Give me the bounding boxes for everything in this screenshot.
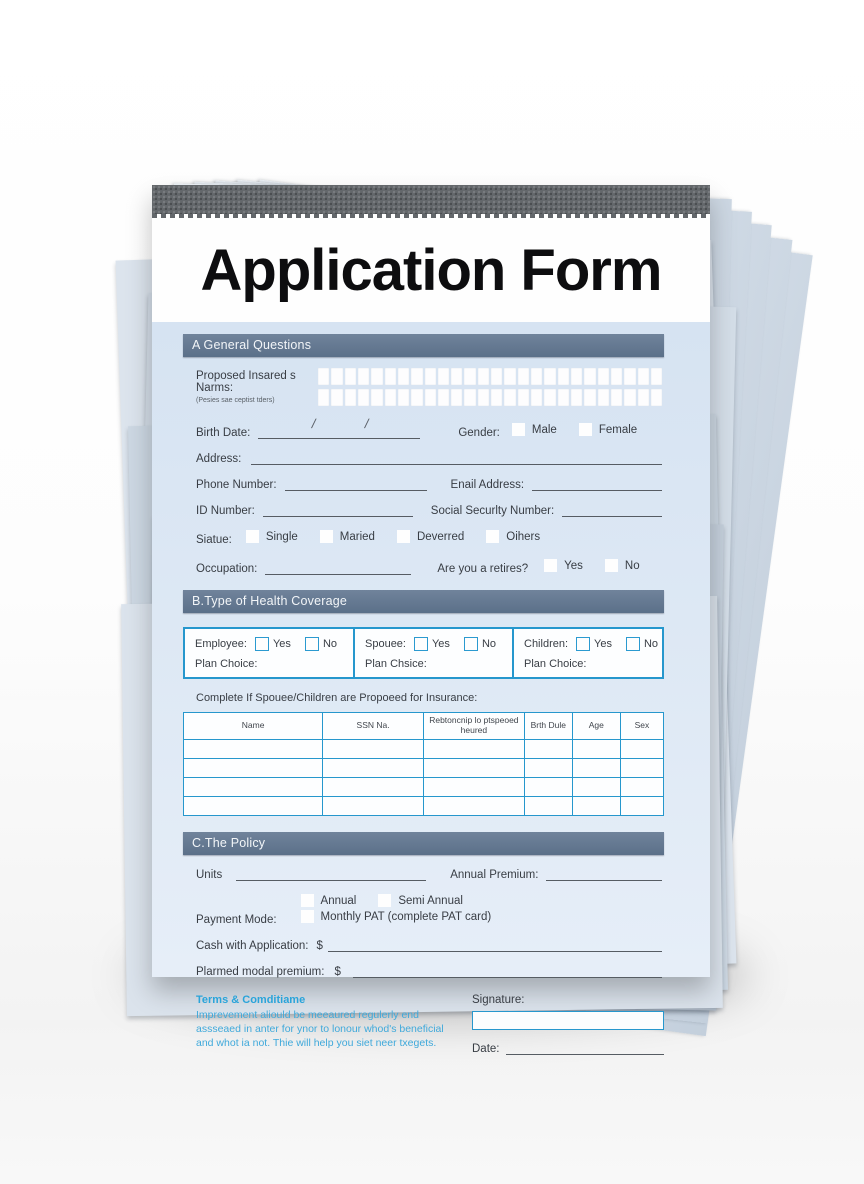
date-label: Date: xyxy=(472,1043,500,1055)
units-line[interactable] xyxy=(236,868,426,881)
name-char-cell[interactable] xyxy=(571,368,582,385)
name-char-cell[interactable] xyxy=(411,368,422,385)
employee-no-checkbox[interactable] xyxy=(305,637,319,651)
name-char-cell[interactable] xyxy=(624,368,635,385)
dependents-table-cell[interactable] xyxy=(524,740,572,759)
name-char-cell[interactable] xyxy=(491,389,502,406)
dependents-table-cell[interactable] xyxy=(524,759,572,778)
occupation-line[interactable] xyxy=(265,562,411,575)
insured-name-block xyxy=(183,368,664,410)
planned-premium-row xyxy=(183,965,664,978)
status-oihers-label: Oihers xyxy=(506,530,541,543)
name-char-cell[interactable] xyxy=(398,389,409,406)
insured-name-grid xyxy=(318,368,662,410)
dependents-table-cell[interactable] xyxy=(423,797,524,816)
name-char-cell[interactable] xyxy=(385,389,396,406)
planned-premium-line[interactable] xyxy=(353,965,662,978)
email-line[interactable] xyxy=(532,478,662,491)
application-form-sheet xyxy=(152,185,710,1055)
name-char-cell[interactable] xyxy=(638,368,649,385)
annual-premium-line[interactable] xyxy=(546,868,662,881)
name-char-cell[interactable] xyxy=(571,389,582,406)
employee-no-label: No xyxy=(322,638,337,650)
name-char-cell[interactable] xyxy=(438,368,449,385)
dependents-header-rebtoncnip-lo-ptspeo: Rebtoncnip lo ptspeoed heured xyxy=(423,713,524,740)
dependents-header-brth-dule: Brth Dule xyxy=(524,713,572,740)
section-c-header: C.The Policy xyxy=(183,832,664,855)
birth-date-line[interactable] xyxy=(258,416,420,439)
name-char-cell[interactable] xyxy=(411,389,422,406)
name-char-cell[interactable] xyxy=(451,389,462,406)
name-char-cell[interactable] xyxy=(531,368,542,385)
dependents-table-cell[interactable] xyxy=(323,778,424,797)
dependents-table-cell[interactable] xyxy=(323,759,424,778)
status-label: Siatue: xyxy=(196,534,232,546)
dependents-table-row xyxy=(184,778,664,797)
dependents-table-cell[interactable] xyxy=(323,797,424,816)
status-maried-checkbox[interactable] xyxy=(320,530,333,543)
status-deverred-label: Deverred xyxy=(416,530,465,543)
title-band xyxy=(152,218,710,322)
dependents-table-cell[interactable] xyxy=(423,740,524,759)
notepad-binding-strip xyxy=(152,185,710,214)
gender-option-male xyxy=(512,423,557,436)
bottom-zone xyxy=(183,994,664,1055)
name-char-cell[interactable] xyxy=(504,368,515,385)
dependents-table-cell[interactable] xyxy=(620,740,663,759)
name-char-cell[interactable] xyxy=(358,368,369,385)
gender-female-checkbox[interactable] xyxy=(579,423,592,436)
terms-body: Imprevement aliould be meeaured regulerly end assseaed in anter for ynor to lonour whod's beneficial and whot ia not. Thie will help you siet neer txegets. xyxy=(196,1009,444,1049)
children-plan-choice-label: Plan Choice: xyxy=(524,658,587,670)
gender-option-female xyxy=(579,423,637,436)
payment-semi-annual-checkbox[interactable] xyxy=(378,894,391,907)
children-yes-label: Yes xyxy=(594,638,612,650)
name-char-cell[interactable] xyxy=(398,368,409,385)
children-yes-checkbox[interactable] xyxy=(576,637,590,651)
name-char-cell[interactable] xyxy=(425,389,436,406)
dependents-table-cell[interactable] xyxy=(323,740,424,759)
spouee-label: Spouee: xyxy=(365,638,406,650)
name-char-cell[interactable] xyxy=(638,389,649,406)
date-slash: / xyxy=(363,416,371,431)
address-line[interactable] xyxy=(251,452,662,465)
planned-currency: $ xyxy=(334,966,341,978)
signature-block xyxy=(472,994,664,1055)
units-premium-row xyxy=(183,868,664,881)
name-char-cell[interactable] xyxy=(358,389,369,406)
gender-label: Gender: xyxy=(458,427,500,439)
ssn-label: Social Securlty Number: xyxy=(430,505,555,517)
payment-annual-label: Annual xyxy=(320,894,357,907)
id-ssn-row xyxy=(183,504,664,517)
coverage-box-top-employee xyxy=(195,637,343,651)
name-char-cell[interactable] xyxy=(611,368,622,385)
coverage-box-spouee xyxy=(355,629,514,677)
retiree-no-checkbox[interactable] xyxy=(605,559,618,572)
payment-semi-annual-label: Semi Annual xyxy=(398,894,463,907)
coverage-box-top-spouee xyxy=(365,637,502,651)
cash-currency: $ xyxy=(316,940,323,952)
children-label: Children: xyxy=(524,638,569,650)
status-option-single xyxy=(246,530,298,543)
retiree-question-label: Are you a retires? xyxy=(437,563,529,575)
name-char-cell[interactable] xyxy=(651,389,662,406)
status-option-oihers xyxy=(486,530,540,543)
payment-option-annual xyxy=(301,894,357,907)
name-char-cell[interactable] xyxy=(478,389,489,406)
name-char-cell[interactable] xyxy=(425,368,436,385)
address-row xyxy=(183,452,664,465)
name-char-cell[interactable] xyxy=(331,389,342,406)
name-char-cell[interactable] xyxy=(558,368,569,385)
dependents-header-age: Age xyxy=(572,713,620,740)
retiree-yes-checkbox[interactable] xyxy=(544,559,557,572)
status-option-maried xyxy=(320,530,375,543)
date-line[interactable] xyxy=(506,1042,665,1055)
name-char-cell[interactable] xyxy=(318,389,329,406)
insured-name-labels xyxy=(196,368,318,410)
form-body xyxy=(152,322,710,1055)
retiree-no-label: No xyxy=(624,559,640,572)
name-char-cell[interactable] xyxy=(371,368,382,385)
employee-label: Employee: xyxy=(195,638,247,650)
name-char-cell[interactable] xyxy=(345,389,356,406)
name-char-cell[interactable] xyxy=(438,389,449,406)
birth-date-label: Birth Date: xyxy=(196,427,251,439)
payment-annual-checkbox[interactable] xyxy=(301,894,314,907)
annual-premium-label: Annual Premium: xyxy=(450,869,539,881)
payment-option-semi-annual xyxy=(378,894,463,907)
section-a-header: A General Questions xyxy=(183,334,664,357)
terms-block xyxy=(183,994,461,1055)
date-slash: / xyxy=(310,416,318,431)
payment-monthly-pat-complete-pat-card-checkbox[interactable] xyxy=(301,910,314,923)
dependents-table-header-row xyxy=(184,713,664,740)
dependents-header-name: Name xyxy=(184,713,323,740)
signature-label: Signature: xyxy=(472,994,525,1006)
planned-premium-label: Plarmed modal premium: xyxy=(196,966,325,978)
dependents-table-cell[interactable] xyxy=(572,778,620,797)
name-char-cell[interactable] xyxy=(558,389,569,406)
spouee-yes-label: Yes xyxy=(431,638,450,650)
name-char-cell[interactable] xyxy=(518,368,529,385)
status-oihers-checkbox[interactable] xyxy=(486,530,499,543)
dependents-table-cell[interactable] xyxy=(620,778,663,797)
name-char-cell[interactable] xyxy=(531,389,542,406)
employee-plan-choice-label: Plan Choice: xyxy=(195,658,258,670)
name-char-cell[interactable] xyxy=(544,389,555,406)
name-char-cell[interactable] xyxy=(451,368,462,385)
dependents-table xyxy=(183,712,664,816)
retiree-options xyxy=(544,559,661,575)
dependents-header-ssn-na: SSN Na. xyxy=(323,713,424,740)
name-char-cell[interactable] xyxy=(345,368,356,385)
dependents-table-cell[interactable] xyxy=(524,797,572,816)
name-char-cell[interactable] xyxy=(624,389,635,406)
name-char-cell[interactable] xyxy=(611,389,622,406)
page-title: Application Form xyxy=(200,237,662,303)
name-char-cell[interactable] xyxy=(584,368,595,385)
name-char-cell[interactable] xyxy=(478,368,489,385)
dependents-table-intro: Complete If Spouee/Children are Propoeed for Insurance: xyxy=(196,692,478,704)
status-single-label: Single xyxy=(265,530,298,543)
section-b-header: B.Type of Health Coverage xyxy=(183,590,664,613)
retiree-yes-label: Yes xyxy=(564,559,583,572)
spouee-plan-choice-label: Plan Chsice: xyxy=(365,658,427,670)
dependents-table-cell[interactable] xyxy=(572,740,620,759)
payment-monthly-pat-complete-pat-card-label: Monthly PAT (complete PAT card) xyxy=(320,910,492,923)
spouee-no-label: No xyxy=(481,638,496,650)
name-char-cell[interactable] xyxy=(385,368,396,385)
occupation-label: Occupation: xyxy=(196,563,258,575)
name-char-cell[interactable] xyxy=(544,368,555,385)
payment-option-monthly-pat-complete-pat-card xyxy=(301,910,492,923)
gender-male-checkbox[interactable] xyxy=(512,423,525,436)
name-char-cell[interactable] xyxy=(598,389,609,406)
cash-line[interactable] xyxy=(328,939,662,952)
coverage-box-children xyxy=(514,629,674,677)
phone-label: Phone Number: xyxy=(196,479,277,491)
status-option-deverred xyxy=(397,530,464,543)
name-char-cell[interactable] xyxy=(584,389,595,406)
retiree-option-yes xyxy=(544,559,583,572)
name-char-cell[interactable] xyxy=(464,389,475,406)
birth-gender-row xyxy=(183,416,664,439)
dependents-header-sex: Sex xyxy=(620,713,663,740)
coverage-boxes xyxy=(183,627,664,679)
gender-male-label: Male xyxy=(531,423,557,436)
address-label: Address: xyxy=(196,453,242,465)
name-char-cell[interactable] xyxy=(518,389,529,406)
terms-title: Terms & Comditiame xyxy=(196,994,306,1006)
status-options xyxy=(246,530,562,546)
dependents-table-cell[interactable] xyxy=(620,759,663,778)
coverage-box-top-children xyxy=(524,637,664,651)
dependents-table-row xyxy=(184,797,664,816)
dependents-table-cell[interactable] xyxy=(184,778,323,797)
employee-yes-checkbox[interactable] xyxy=(255,637,269,651)
name-char-cell[interactable] xyxy=(651,368,662,385)
ssn-line[interactable] xyxy=(562,504,662,517)
spouee-no-checkbox[interactable] xyxy=(464,637,478,651)
name-char-cell[interactable] xyxy=(331,368,342,385)
status-deverred-checkbox[interactable] xyxy=(397,530,410,543)
status-row xyxy=(183,530,664,546)
dependents-table-cell[interactable] xyxy=(184,797,323,816)
name-char-cell[interactable] xyxy=(598,368,609,385)
gender-options xyxy=(512,423,659,439)
dependents-table-row xyxy=(184,759,664,778)
name-char-cell[interactable] xyxy=(464,368,475,385)
payment-mode-options xyxy=(301,894,662,926)
gender-female-label: Female xyxy=(598,423,638,436)
date-row xyxy=(472,1042,664,1055)
dependents-table-row xyxy=(184,740,664,759)
signature-box[interactable] xyxy=(472,1011,664,1030)
name-char-cell[interactable] xyxy=(371,389,382,406)
dependents-table-cell[interactable] xyxy=(423,778,524,797)
children-no-checkbox[interactable] xyxy=(626,637,640,651)
dependents-table-cell[interactable] xyxy=(184,759,323,778)
insured-name-note: (Pesies sae ceptist tders) xyxy=(196,397,275,404)
email-label: Enail Address: xyxy=(450,479,525,491)
status-maried-label: Maried xyxy=(339,530,375,543)
children-no-label: No xyxy=(643,638,659,650)
cash-row xyxy=(183,939,664,952)
retiree-option-no xyxy=(605,559,640,572)
name-grid-row xyxy=(318,389,662,406)
phone-line[interactable] xyxy=(285,478,427,491)
payment-mode-row xyxy=(183,894,664,926)
name-char-cell[interactable] xyxy=(318,368,329,385)
dependents-table-cell[interactable] xyxy=(620,797,663,816)
spouee-yes-checkbox[interactable] xyxy=(414,637,428,651)
name-char-cell[interactable] xyxy=(491,368,502,385)
id-number-line[interactable] xyxy=(263,504,413,517)
occupation-row xyxy=(183,559,664,575)
cash-label: Cash with Application: xyxy=(196,940,309,952)
id-number-label: ID Number: xyxy=(196,505,255,517)
units-label: Units xyxy=(196,869,223,881)
dependents-table-cell[interactable] xyxy=(572,759,620,778)
name-char-cell[interactable] xyxy=(504,389,515,406)
coverage-box-employee xyxy=(185,629,355,677)
status-single-checkbox[interactable] xyxy=(246,530,259,543)
dependents-table-cell[interactable] xyxy=(524,778,572,797)
dependents-table-cell[interactable] xyxy=(572,797,620,816)
name-grid-row xyxy=(318,368,662,385)
dependents-table-cell[interactable] xyxy=(423,759,524,778)
phone-email-row xyxy=(183,478,664,491)
employee-yes-label: Yes xyxy=(272,638,291,650)
insured-name-label: Proposed Insared s Narms: xyxy=(196,370,296,394)
dependents-table-cell[interactable] xyxy=(184,740,323,759)
payment-mode-label: Payment Mode: xyxy=(196,914,277,926)
